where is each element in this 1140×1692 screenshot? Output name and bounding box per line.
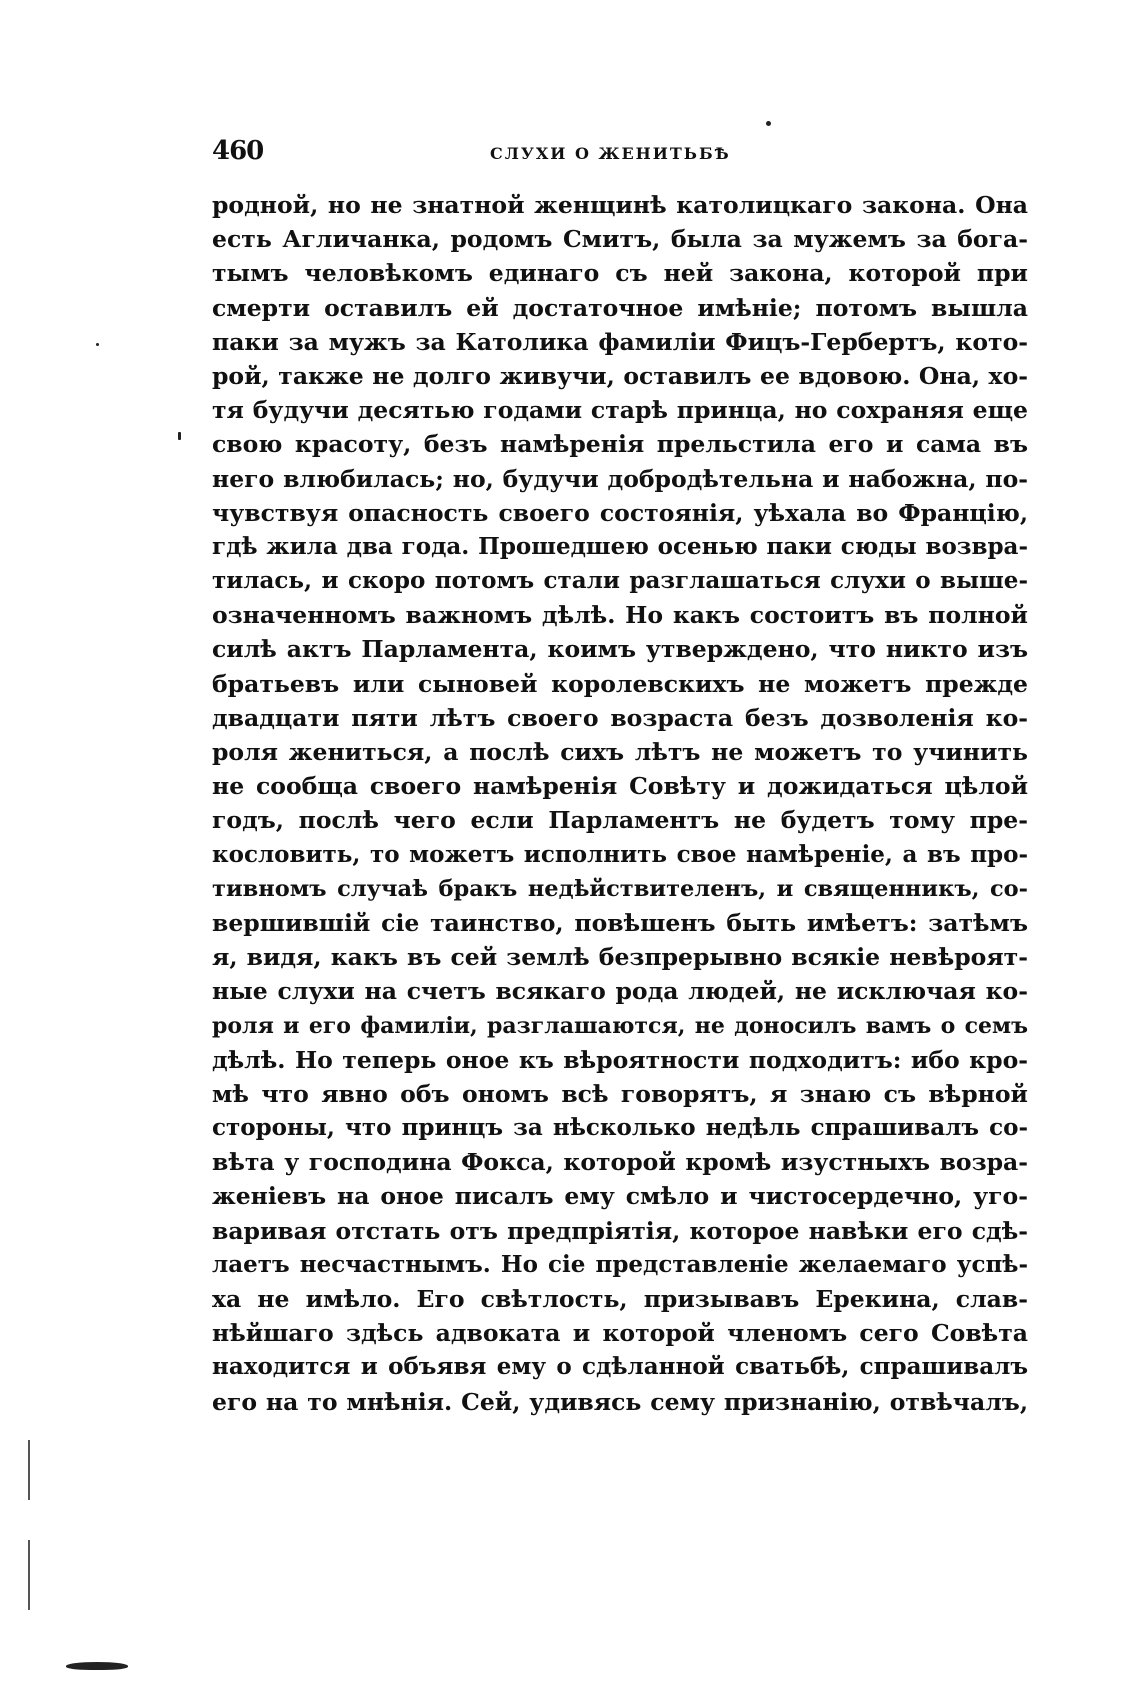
text-line: роля и его фамиліи, разглашаются, не доносилъ вамъ о семъ — [212, 1012, 1028, 1039]
text-line: ха не имѣло. Его свѣтлость, призывавъ Ерекина, слав- — [212, 1285, 1028, 1313]
text-line: двадцати пяти лѣтъ своего возраста безъ дозволенія ко- — [212, 703, 1028, 732]
text-line: годъ, послѣ чего если Парламентъ не будетъ тому пре- — [212, 806, 1028, 835]
text-line: вѣта у господина Фокса, которой кромѣ изустныхъ возра- — [212, 1148, 1028, 1177]
text-line: силѣ актъ Парламента, коимъ утверждено, что никто изъ — [212, 635, 1028, 664]
ink-speck — [178, 432, 181, 440]
text-line: не сообща своего намѣренія Совѣту и дожидаться цѣлой — [212, 772, 1028, 801]
text-line: его на то мнѣнія. Сей, удивясь сему признанію, отвѣчалъ, — [212, 1387, 1028, 1416]
body-text — [212, 188, 1028, 1419]
text-line: вершившій сіе таинство, повѣшенъ быть имѣетъ: затѣмъ — [212, 908, 1028, 937]
page-header — [212, 136, 1032, 176]
text-line: братьевъ или сыновей королевскихъ не можетъ прежде — [212, 669, 1028, 698]
text-line: означенномъ важномъ дѣлѣ. Но какъ состоитъ въ полной — [212, 601, 1028, 630]
text-line: находится и объявя ему о сдѣланной сватьбѣ, спрашивалъ — [212, 1353, 1028, 1381]
scan-edge-mark — [28, 1540, 30, 1610]
text-line: я, видя, какъ въ сей землѣ безпрерывно всякіе невѣроят- — [212, 943, 1028, 972]
page-number: 460 — [212, 136, 264, 166]
text-line: женіевъ на оное писалъ ему смѣло и чистосердечно, уго- — [212, 1182, 1028, 1211]
text-line: тя будучи десятью годами старѣ принца, но сохраняя еще — [212, 396, 1028, 425]
text-line: кословить, то можетъ исполнить свое намѣреніе, а въ про- — [212, 840, 1028, 868]
scan-smudge — [66, 1662, 128, 1670]
text-line: тилась, и скоро потомъ стали разглашаться слухи о выше- — [212, 567, 1028, 595]
text-line: паки за мужъ за Католика фамиліи Фицъ-Гербертъ, кото- — [212, 327, 1028, 356]
text-line: него влюбилась; но, будучи добродѣтельна и набожна, по- — [212, 464, 1028, 493]
text-line: смерти оставилъ ей достаточное имѣніе; потомъ вышла — [212, 293, 1028, 322]
text-line: мѣ что явно объ ономъ всѣ говорятъ, я знаю съ вѣрной — [212, 1079, 1028, 1108]
text-line: рой, также не долго живучи, оставилъ ее вдовою. Она, хо- — [212, 361, 1028, 390]
text-line: дѣлѣ. Но теперь оное къ вѣроятности подходитъ: ибо кро- — [212, 1045, 1028, 1074]
text-line: роля жениться, а послѣ сихъ лѣтъ не можетъ то учинить — [212, 738, 1028, 766]
text-line: лаетъ несчастнымъ. Но сіе представленіе желаемаго успѣ- — [212, 1250, 1028, 1278]
text-line: стороны, что принцъ за нѣсколько недѣль спрашивалъ со- — [212, 1114, 1028, 1142]
text-line: родной, но не знатной женщинѣ католицкаго закона. Она — [212, 191, 1028, 219]
running-head: СЛУХИ О ЖЕНИТЬБѢ — [490, 144, 731, 163]
text-line: нѣйшаго здѣсь адвоката и которой членомъ сего Совѣта — [212, 1319, 1028, 1348]
text-line: варивая отстать отъ предпріятія, которое навѣки его сдѣ- — [212, 1216, 1028, 1245]
text-line: тымъ человѣкомъ единаго съ ней закона, которой при — [212, 259, 1028, 288]
scan-edge-mark — [28, 1440, 30, 1500]
text-line: тивномъ случаѣ бракъ недѣйствителенъ, и священникъ, со- — [212, 875, 1028, 902]
text-line: гдѣ жила два года. Прошедшею осенью паки сюды возвра- — [212, 532, 1028, 560]
ink-speck — [766, 121, 771, 126]
text-line: чувствуя опасность своего состоянія, уѣхала во Францію, — [212, 498, 1028, 527]
text-line: ные слухи на счетъ всякаго рода людей, не исключая ко- — [212, 977, 1028, 1006]
ink-speck — [96, 343, 99, 346]
text-line: есть Агличанка, родомъ Смитъ, была за мужемъ за бога- — [212, 225, 1028, 254]
text-line: свою красоту, безъ намѣренія прельстила его и сама въ — [212, 430, 1028, 459]
